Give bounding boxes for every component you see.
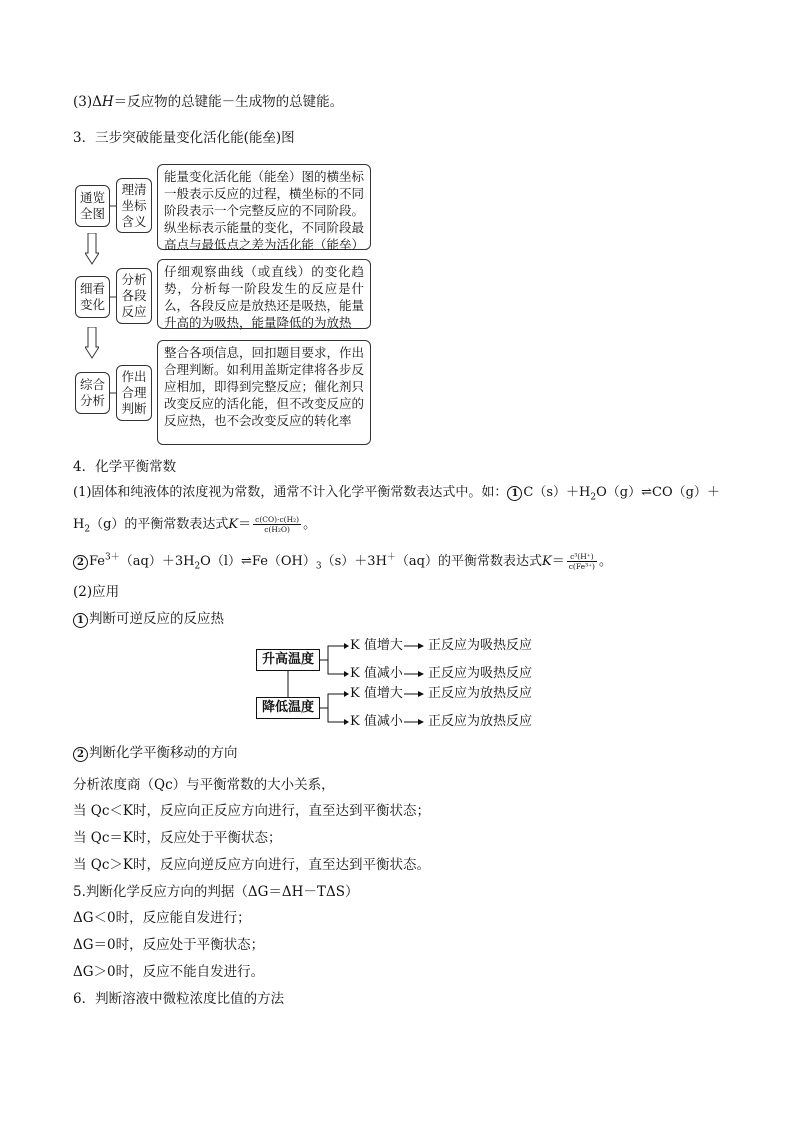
section-6-heading: 6．判断溶液中微粒浓度比值的方法 [73,991,285,1007]
step3-description: 整合各项信息，回扣题目要求，作出合理判断。如利用盖斯定律将各步反应相加，即得到完整反应；催化剂只改变反应的活化能，但不改变反应的反应热，也不会改变反应的转化率 [157,340,371,445]
result-1: 正反应为吸热反应 [428,638,533,653]
text-segment: （aq）的平衡常数表达式 [395,554,542,569]
text-segment: (3)Δ [73,94,102,110]
qc-equals-k: 当 Qc＝K时，反应处于平衡状态； [73,830,282,846]
text-segment: 判断可逆反应的反应热 [89,611,224,627]
equilibrium-expression-2 [73,552,612,571]
text-segment: ＝ [551,554,565,569]
superscript: ＋ [386,552,396,563]
text-segment: （g）的平衡常数表达式 [90,517,229,532]
step3-action-box [116,365,152,421]
result-4: 正反应为放热反应 [428,714,533,729]
text-segment: ＝ [238,517,252,532]
equilibrium-rule-line [73,484,720,502]
k-decrease-2: K 值减小 [350,714,403,729]
equilibrium-expression-1 [73,515,316,534]
subscript: 3 [315,561,322,572]
section-5-heading: 5.判断化学反应方向的判据（ΔG＝ΔH－TΔS） [73,884,359,900]
k-decrease-1: K 值减小 [350,666,403,681]
circled-number-2: 2 [73,747,88,762]
variable: H [101,94,114,110]
branch-lines [320,640,350,730]
variable: K [542,554,552,569]
subscript: 2 [84,524,91,535]
text-segment: （aq）＋3H [119,554,195,569]
step1-label-box [75,185,110,227]
text-segment: C（s）＋H [523,485,591,500]
down-arrow-icon [85,233,99,265]
gibbs-negative: ΔG＜0时，反应能自发进行； [73,910,251,926]
circled-number-1: 1 [73,613,88,628]
text-segment: ＝反应物的总键能－生成物的总键能。 [113,94,344,110]
k-fraction-2 [567,552,597,571]
k-fraction-1 [253,515,301,534]
step1-description: 能量变化活化能（能垒）图的横坐标一般表示反应的过程，横坐标的不同阶段表示一个完整反应的不同阶段。纵坐标表示能量的变化，不同阶段最高点与最低点之差为活化能（能垒） [157,164,371,250]
step3-action: 作出合理判断 [121,369,147,416]
step2-action: 分析各段反应 [121,272,147,319]
k-increase-1: K 值增大 [350,638,403,653]
application-heading: (2)应用 [73,584,120,600]
fraction-denominator: c(Fe³⁺) [568,562,595,571]
application-1-heading [73,610,224,628]
text-segment: （s）＋3H [321,554,387,569]
subscript: 2 [590,492,597,503]
step1-action: 理清坐标含义 [121,181,147,229]
result-2: 正反应为吸热反应 [428,666,533,681]
text-segment: 判断化学平衡移动的方向 [89,745,238,761]
step3-label-box [75,372,110,414]
step1-action-box [116,178,152,233]
bond-energy-line [73,93,343,111]
step2-label: 细看变化 [79,281,105,312]
text-segment: 。 [598,554,612,569]
qc-intro: 分析浓度商（Qc）与平衡常数的大小关系， [73,777,335,793]
application-2-heading [73,744,238,762]
qc-greater-than-k: 当 Qc＞K时，反应向逆反应方向进行，直至达到平衡状态。 [73,857,431,873]
section-4-heading: 4．化学平衡常数 [73,459,177,475]
fraction-numerator: c(CO)·c(H₂) [255,515,300,524]
step2-label-box [75,276,110,318]
superscript: 3＋ [105,552,120,563]
qc-less-than-k: 当 Qc＜K时，反应向正反应方向进行，直至达到平衡状态； [73,803,431,819]
gibbs-positive: ΔG＞0时，反应不能自发进行。 [73,964,265,980]
text-segment: (1)固体和纯液体的浓度视为常数，通常不计入化学平衡常数表达式中。如： [73,485,508,500]
step2-action-box [116,268,152,324]
fraction-numerator: c³(H⁺) [567,552,597,562]
text-segment: O（g）⇌CO（g）＋ [596,485,720,500]
circled-number-2: 2 [73,555,88,570]
gibbs-zero: ΔG＝0时，反应处于平衡状态； [73,937,265,953]
lower-temperature-box: 降低温度 [256,697,320,719]
down-arrow-icon [85,327,99,359]
subscript: 2 [194,561,201,572]
variable: K [228,517,239,532]
k-increase-2: K 值增大 [350,686,403,701]
text-segment: Fe [89,554,106,569]
result-arrows [404,638,426,734]
section-3-heading: 3．三步突破能量变化活化能(能垒)图 [73,130,295,146]
connector [280,671,300,697]
step3-label: 综合分析 [79,377,105,408]
circled-number-1: 1 [507,486,522,501]
raise-temperature-box: 升高温度 [256,649,320,671]
result-3: 正反应为放热反应 [428,686,533,701]
text-segment: O（l）⇌Fe（OH） [200,554,316,569]
step2-description: 仔细观察曲线（或直线）的变化趋势，分析每一阶段发生的反应是什么，各段反应是放热还是吸热，能量升高的为吸热，能量降低的为放热 [157,259,371,329]
fraction-denominator: c(H₂O) [264,525,290,534]
text-segment: H [73,517,85,532]
text-segment: 。 [303,517,317,532]
step1-label: 通览全图 [79,190,105,221]
